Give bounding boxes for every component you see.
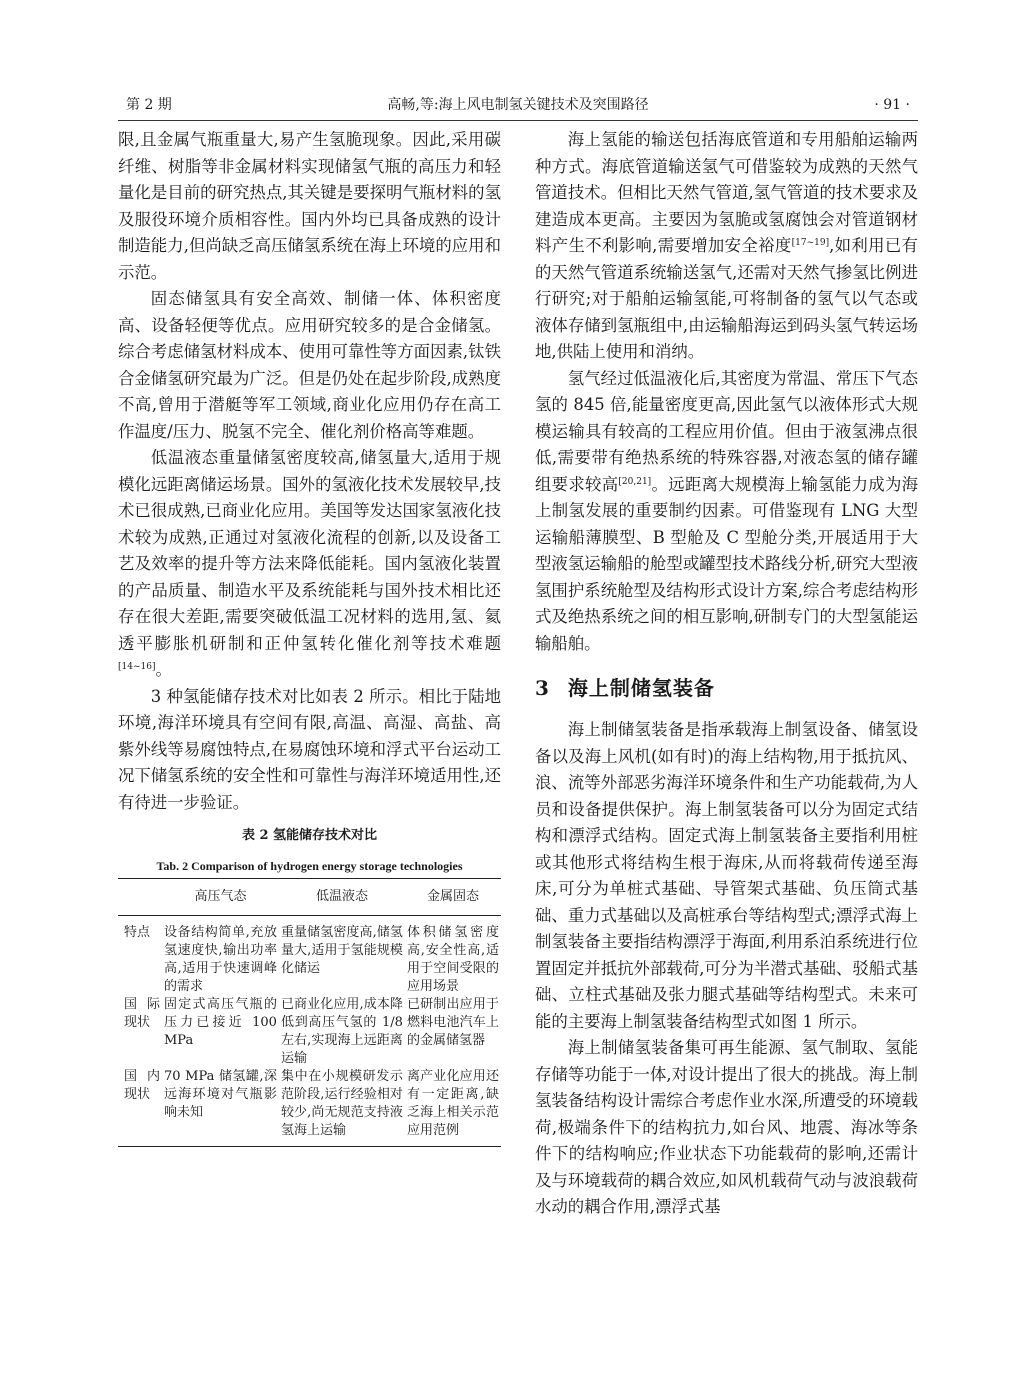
section-number: 3 (535, 676, 550, 700)
paragraph-text: 海上氢能的输送包括海底管道和专用船舶运输两种方式。海底管道输送氢气可借鉴较为成熟的天然气管道技术。但相比天然气管道,氢气管道的技术要求及建造成本更高。主要因为氢脆或氢腐蚀会对管道钢材料产生不利影响,需要增加安全裕度 (535, 130, 918, 255)
citation: [17~19] (791, 238, 830, 248)
paragraph (118, 445, 501, 684)
paragraph: 3 种氢能储存技术对比如表 2 所示。相比于陆地环境,海洋环境具有空间有限,高温、高湿、高盐、高紫外线等易腐蚀特点,在易腐蚀环境和浮式平台运动工况下储氢系统的安全性和可靠性与海洋环境适用性,还有待进一步验证。 (118, 686, 501, 812)
table-header-cell (118, 879, 162, 916)
header-rule (118, 120, 918, 121)
table-cell: 体积储氢密度高,安全性高,适用于空间受限的应用场景 (406, 925, 499, 994)
right-column (535, 127, 918, 1221)
paragraph-end: 。 (155, 660, 172, 679)
left-column (118, 127, 501, 1147)
running-header (118, 92, 918, 118)
paragraph: 海上制储氢装备是指承载海上制氢设备、储氢设备以及海上风机(如有时)的海上结构物,用于抵抗风、浪、流等外部恶劣海洋环境条件和生产功能载荷,为人员和设备提供保护。海上制氢装备可以分为固定式结构和漂浮式结构。固定式海上制氢装备主要指利用桩或其他形式将结构生根于海床,从而将载荷传递至海床,可分为单桩式基础、导管架式基础、负压筒式基础、重力式基础以及高桩承台等结构型式;漂浮式海上制氢装备主要指结构漂浮于海面,利用系泊系统进行位置固定并抵抗外部载荷,可分为半潜式基础、驳船式基础、立柱式基础及张力腿式基础等结构型式。未来可能的主要海上制氢装备结构型式如图 1 所示。 (535, 720, 918, 1031)
citation: [14~16] (118, 662, 156, 672)
table-header-row (118, 879, 501, 916)
table-cell: 集中在小规模研发示范阶段,运行经验相对较少,尚无规范支持液氢海上运输 (279, 1068, 405, 1147)
paragraph-text: 低温液态重量储氢密度较高,储氢量大,适用于规模化远距离储运场景。国外的氢液化技术发展较早,技术已很成熟,已商业化应用。美国等发达国家氢液化技术较为成熟,正通过对氢液化流程的创新,以及设备工艺及效率的提升等方法来降低能耗。国内氢液化装置的产品质量、制造水平及系统能耗与国外技术相比还存在很大差距,需要突破低温工况材料的选用,氢、氦透平膨胀机研制和正仲氢转化催化剂等技术难题 (118, 448, 501, 653)
table-cell: 离产业化应用还有一定距离,缺乏海上相关示范应用范例 (405, 1068, 501, 1147)
table-cell: 70 MPa 储氢罐,深远海环境对气瓶影响未知 (162, 1068, 279, 1147)
table-cell: 重量储氢密度高,储氢量大,适用于氢能规模化储运 (280, 925, 403, 976)
paragraph (535, 127, 918, 366)
table-caption-en: Tab. 2 Comparison of hydrogen energy storage technologies (156, 859, 463, 873)
table-caption-cn: 表 2 氢能储存技术对比 (241, 828, 378, 843)
table-header-cell: 低温液态 (279, 879, 405, 916)
paragraph-text: ,如利用已有的天然气管道系统输送氢气,还需对天然气掺氢比例进行研究;对于船舶运输氢能,可将制备的氢气以气态或液体存储到氢瓶组中,由运输船海运到码头氢气转运场地,供陆上使用和消纳。 (535, 236, 918, 361)
issue-label: 第 2 期 (126, 97, 172, 113)
row-label: 国内现状 (118, 1068, 162, 1147)
table-row (118, 1068, 501, 1147)
paragraph: 固态储氢具有安全高效、制储一体、体积密度高、设备轻便等优点。应用研究较多的是合金储氢。综合考虑储氢材料成本、使用可靠性等方面因素,钛铁合金储氢研究最为广泛。但是仍处在起步阶段,成熟度不高,曾用于潜艇等军工领域,商业化应用仍存在高工作温度/压力、脱氢不完全、催化剂价格高等难题。 (118, 289, 501, 441)
section-heading (535, 673, 918, 703)
row-label: 特点 (124, 925, 151, 940)
paragraph: 海上制储氢装备集可再生能源、氢气制取、氢能存储等功能于一体,对设计提出了很大的挑战。海上制氢装备结构设计需综合考虑作业水深,所遭受的环境载荷,极端条件下的结构抗力,如台风、地震、海冰等条件下的结构响应;作业状态下功能载荷的影响,还需计及与环境载荷的耦合效应,如风机载荷气动与波浪载荷水动的耦合作用,漂浮式基 (535, 1038, 918, 1216)
section-title: 海上制储氢装备 (567, 676, 715, 700)
table-header-cell: 金属固态 (405, 879, 501, 916)
comparison-table (118, 878, 501, 1147)
citation: [20,21] (618, 476, 652, 487)
paragraph (535, 366, 918, 658)
running-title: 高畅,等:海上风电制氢关键技术及突围路径 (387, 97, 649, 113)
paragraph-text: 。远距离大规模海上输氢能力成为海上制氢发展的重要制约因素。可借鉴现有 LNG 大型运输船薄膜型、B 型舱及 C 型舱分类,开展适用于大型液氢运输船的舱型或罐型技术路线分析,研究大型液氢围护系统舱型及结构形式设计方案,综合考虑结构形式及绝热系统之间的相互影响,研制专门的大型氢能运输船舶。 (535, 474, 919, 653)
row-label: 国际现状 (124, 997, 160, 1030)
table-cell: 已研制出应用于燃料电池汽车上的金属储氢器 (406, 997, 499, 1048)
table-cell: 设备结构简单,充放氢速度快,输出功率高,适用于快速调峰的需求 (164, 925, 277, 994)
table-row (118, 996, 501, 1068)
paragraph: 限,且金属气瓶重量大,易产生氢脆现象。因此,采用碳纤维、树脂等非金属材料实现储氢气瓶的高压力和轻量化是目前的研究热点,其关键是要探明气瓶材料的氢及服役环境介质相容性。国内外均已具备成熟的设计制造能力,但尚缺乏高压储氢系统在海上环境的应用和示范。 (118, 130, 501, 282)
paragraph-text: 氢气经过低温液化后,其密度为常温、常压下气态氢的 845 倍,能量密度更高,因此氢气以液体形式大规模运输具有较高的工程应用价值。但由于液氢沸点很低,需要带有绝热系统的特殊容器,对液态氢的储存罐组要求较高 (535, 368, 918, 494)
page-number: · 91 · (874, 97, 910, 113)
table-header-cell: 高压气态 (162, 879, 279, 916)
table-cell: 固定式高压气瓶的压力已接近 100 MPa (164, 997, 277, 1048)
table-row (118, 916, 501, 997)
table-cell: 已商业化应用,成本降低到高压气氢的 1/8 左右,实现海上远距离运输 (280, 997, 403, 1066)
